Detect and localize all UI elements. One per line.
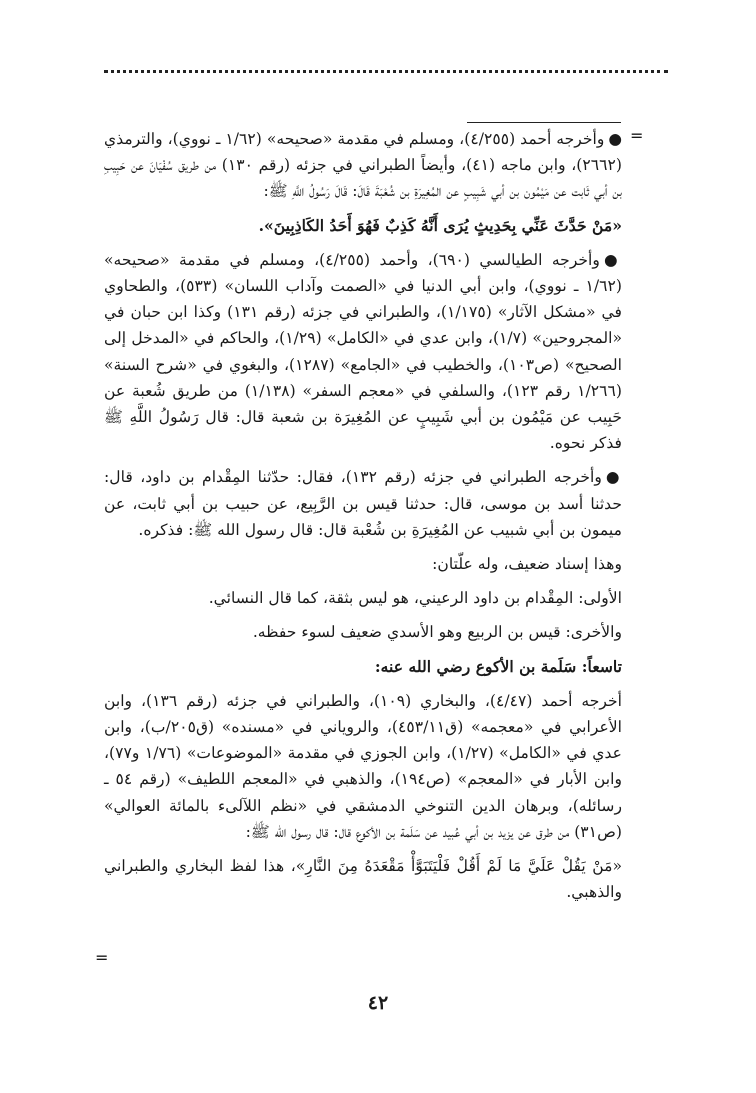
section-heading-salama xyxy=(104,654,622,680)
paragraph-text: أخرجه أحمد (٤/٤٧)، والبخاري (١٠٩)، والطبراني في جزئه (رقم ١٣٦)، وابن الأعرابي في «معجمه» (ق٤٥٣/١١)، والروياني في «مسنده» (ق٢٠٥/ب)، وابن عدي في «الكامل» (١/٢٧)، وابن الجوزي في مقدمة «الموضوعات» (١/٧٦ و٧٧)، وابن الأبار في «المعجم» (ص١٩٤)، والذهبي في «المعجم اللطيف» (رقم ٥٤ ـ رسائله)، وبرهان الدين التنوخي الدمشقي في «نظم اللآلىء بالمائة العوالي» (ص٣١) من طرق عن يزيد بن أبي عُبيد عن سَلَمة بن الأكوع قال: قال رسول الله ﷺ: xyxy=(104,691,623,841)
page-body xyxy=(104,126,622,905)
paragraph-isnad-weak xyxy=(104,551,622,577)
bullet-icon: ● xyxy=(605,467,622,487)
paragraph-salama-sources xyxy=(104,688,622,845)
continuation-marker-bottom: = xyxy=(95,948,109,967)
paragraph-text: والأخرى: قيس بن الربيع وهو الأسدي ضعيف لسوء حفظه. xyxy=(252,623,622,642)
bullet-icon: ● xyxy=(608,129,623,148)
paragraph-text: الأولى: المِقْدام بن داود الرعيني، هو ليس بثقة، كما قال النسائي. xyxy=(208,589,622,608)
paragraph-first-defect xyxy=(104,585,622,611)
paragraph-ahmad-muslim xyxy=(104,126,622,205)
paragraph-tayalisi xyxy=(104,247,622,457)
paragraph-text: «مَنْ يَقُلْ عَلَيَّ مَا لَمْ أَقُلْ فَلْيَتَبَوَّأْ مَقْعَدَهُ مِنَ النَّارِ»، هذا لفظ البخاري والطبراني والذهبي. xyxy=(104,857,622,902)
paragraph-text: وأخرجه أحمد (٤/٢٥٥)، ومسلم في مقدمة «صحيحه» (١/٦٢ ـ نووي)، والترمذي (٢٦٦٢)، وابن ماجه (٤١)، وأيضاً الطبراني في جزئه (رقم ١٣٠) من طريق سُفْيَانَ عن حَبِيبِ بن أبي ثَابت عن مَيْمُون بن أبي شَبِيبٍ عن المُغِيرَةِ بن شُعْبَةَ قَالَ: قَالَ رَسُولُ اللَّهِ ﷺ: xyxy=(104,130,622,201)
bullet-icon: ● xyxy=(603,249,623,269)
hadith-quote-1 xyxy=(104,213,622,239)
top-dotted-separator xyxy=(104,70,668,73)
paragraph-tabarani xyxy=(104,464,622,543)
page-number: ٤٢ xyxy=(367,992,389,1014)
footnote-rule xyxy=(467,122,621,123)
hadith-quote-2 xyxy=(104,853,622,905)
paragraph-text: وأخرجه الطيالسي (٦٩٠)، وأحمد (٤/٢٥٥)، ومسلم في مقدمة «صحيحه» (١/٦٢ ـ نووي)، وابن أبي الدنيا في «الصمت وآداب اللسان» (٥٣٣)، والطحاوي في «مشكل الآثار» (١/١٧٥)، والطبراني في جزئه (رقم ١٣١) وكذا ابن حبان في «المجروحين» (١/٧)، وابن عدي في «الكامل» (١/٢٩)، والحاكم في «المدخل إلى الصحيح» (ص١٠٣)، والخطيب في «الجامع» (١٢٨٧)، والبغوي في «شرح السنة» (١/٢٦٦ رقم ١٢٣)، والسلفي في «معجم السفر» (١/١٣٨) من طريق شُعبة عن حَبِيب عن مَيْمُون بن أبي شَبِيبٍ عن المُغِيرَة بن شعبة قال: قال رَسُولُ اللَّهِ ﷺ فذكر نحوه. xyxy=(104,250,623,453)
paragraph-second-defect xyxy=(104,619,622,645)
continuation-marker-top: = xyxy=(630,126,644,145)
paragraph-text: «مَنْ حَدَّثَ عَنِّي بِحَدِيثٍ يُرَى أَنَّهُ كَذِبٌ فَهُوَ أَحَدُ الكَاذِبِينَ». xyxy=(258,215,622,235)
paragraph-text: وأخرجه الطبراني في جزئه (رقم ١٣٢)، فقال: حدّثنا المِقْدام بن داود، قال: حدثنا أسد بن موسى، قال: حدثنا قيس بن الرَّبِيع، عن حبيب بن أبي ثابت، عن ميمون بن أبي شبيب عن المُغِيرَةِ بن شُعْبة قال: قال رسول الله ﷺ: فذكره. xyxy=(104,468,622,539)
paragraph-text: وهذا إسناد ضعيف، وله علّتان: xyxy=(432,555,622,574)
heading-text: تاسعاً: سَلَمة بن الأكوع رضي الله عنه: xyxy=(374,656,622,676)
